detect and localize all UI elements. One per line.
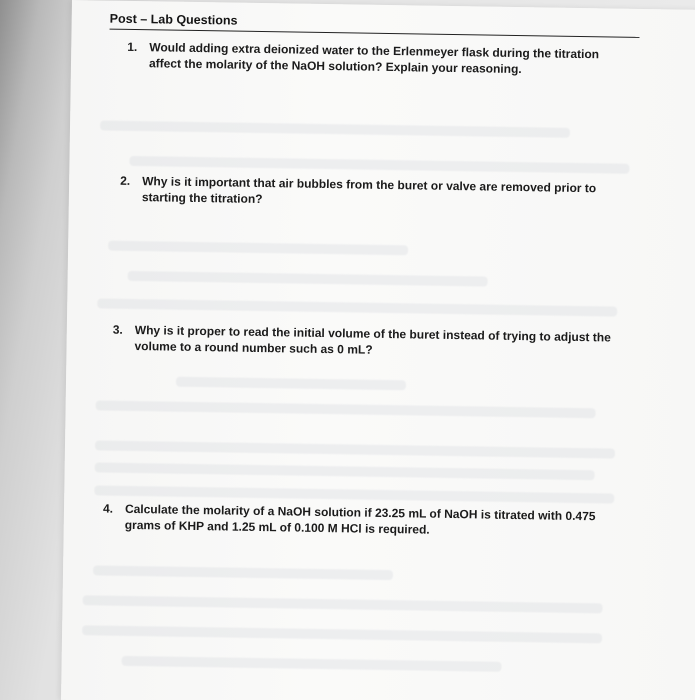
- question-text: Why is it proper to read the initial volume of the buret instead of trying to adjust the volume to a round number such as 0 mL?: [134, 323, 611, 357]
- question-3: [112, 322, 617, 362]
- question-2: [120, 173, 615, 213]
- page-title: Post – Lab Questions: [109, 11, 238, 28]
- reverse-side-shadow: [129, 156, 629, 174]
- reverse-side-shadow: [108, 241, 408, 256]
- question-number: 1.: [127, 39, 138, 55]
- question-1: [127, 39, 627, 79]
- section-header: [110, 10, 640, 38]
- reverse-side-shadow: [95, 462, 595, 480]
- reverse-side-shadow: [93, 565, 393, 580]
- question-4: [103, 501, 623, 541]
- question-text: Would adding extra deionized water to the Erlenmeyer flask during the titration affect the molarity of the NaOH solution? Explain your reasoning.: [148, 40, 600, 77]
- reverse-side-shadow: [82, 595, 602, 613]
- reverse-side-shadow: [97, 298, 617, 316]
- question-number: 4.: [102, 501, 114, 516]
- worksheet-page: [61, 0, 695, 700]
- reverse-side-shadow: [82, 625, 602, 643]
- question-text: Why is it important that air bubbles from the buret or valve are removed prior to starting the titration?: [141, 174, 597, 207]
- reverse-side-shadow: [176, 377, 406, 391]
- question-number: 3.: [112, 322, 123, 337]
- question-number: 2.: [120, 173, 131, 188]
- reverse-side-shadow: [128, 271, 488, 287]
- reverse-side-shadow: [100, 120, 570, 137]
- reverse-side-shadow: [122, 656, 502, 672]
- question-text: Calculate the molarity of a NaOH solution if 23.25 mL of NaOH is titrated with 0.475 grams of KHP and 1.25 mL of 0.100 M HCl is required.: [124, 501, 596, 537]
- reverse-side-shadow: [95, 440, 615, 458]
- reverse-side-shadow: [96, 400, 596, 418]
